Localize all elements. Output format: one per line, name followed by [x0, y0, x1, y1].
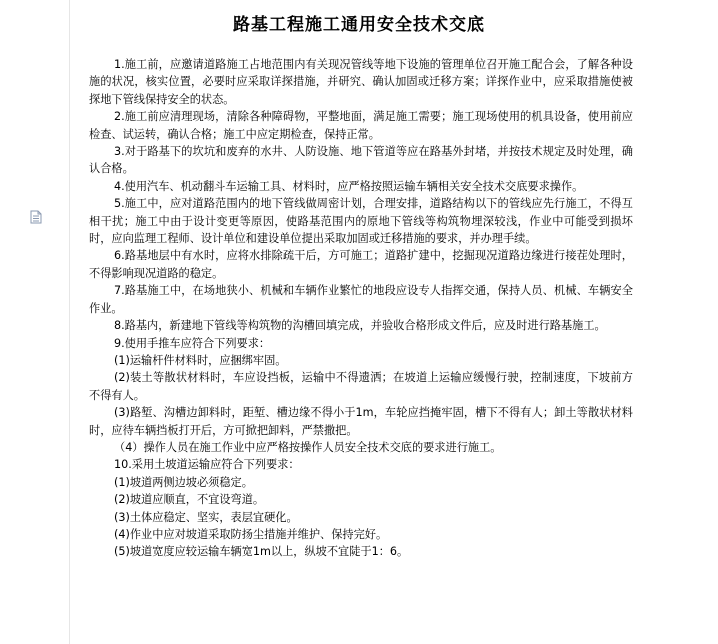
- paragraph-2: 2.施工前应清理现场，清除各种障碍物，平整地面，满足施工需要；施工现场使用的机具设备，使用前应检查、试运转，确认合格；施工中应定期检查，保持正常。: [89, 110, 633, 141]
- list-item-10-2: (2)坡道应顺直，不宜设弯道。: [114, 493, 265, 507]
- paragraph-4: 4.使用汽车、机动翻斗车运输工具、材料时，应严格按照运输车辆相关安全技术交底要求操作。: [114, 179, 584, 193]
- paragraph-1: 1.施工前，应邀请道路施工占地范围内有关现况管线等地下设施的管理单位召开施工配合会，了解各种设施的状况，核实位置，必要时应采取详探措施，并研究、确认加固或迁移方案；详探作业中，应采取措施使被探地下管线保持安全的状态。: [89, 58, 633, 106]
- paragraph-5: 5.施工中，应对道路范围内的地下管线做周密计划，合理安排，道路结构以下的管线应先行施工，不得互相干扰；施工中由于设计变更等原因，使路基范围内的原地下管线等构筑物埋深较浅，作业中可能受到损坏时，应向监理工程师、设计单位和建设单位提出采取加固或迁移措施的要求，并办理手续。: [89, 197, 633, 246]
- paragraph-3: 3.对于路基下的坎坑和废弃的水井、人防设施、地下管道等应在路基外封堵，并按技术规定及时处理，确认合格。: [89, 145, 633, 176]
- paragraph-9: 9.使用手推车应符合下列要求：: [114, 336, 271, 350]
- list-item-10-4: (4)作业中应对坡道采取防扬尘措施并维护、保持完好。: [114, 527, 388, 541]
- paragraph-10: 10.采用土坡道运输应符合下列要求：: [114, 458, 300, 472]
- document-body: [89, 56, 633, 561]
- list-item-9-2: (2)装土等散状材料时，车应设挡板，运输中不得遗洒；在坡道上运输应缓慢行驶，控制速度，下坡前方不得有人。: [89, 371, 633, 402]
- list-item-10-3: (3)土体应稳定、坚实，表层宜硬化。: [114, 510, 298, 524]
- paragraph-6: 6.路基地层中有水时，应将水排除疏干后，方可施工；道路扩建中，挖掘现况道路边缘进行接茬处理时，不得影响现况道路的稳定。: [89, 249, 633, 280]
- list-item-10-5: (5)坡道宽度应较运输车辆宽1m以上，纵坡不宜陡于1：6。: [114, 545, 409, 559]
- document-title: 路基工程施工通用安全技术交底: [233, 15, 485, 35]
- list-item-10-1: (1)坡道两侧边坡必须稳定。: [114, 475, 253, 489]
- list-item-9-1: (1)运输杆件材料时，应捆绑牢固。: [114, 353, 287, 367]
- paragraph-7: 7.路基施工中，在场地狭小、机械和车辆作业繁忙的地段应设专人指挥交通，保持人员、机械、车辆安全作业。: [89, 284, 633, 315]
- list-item-9-4: （4）操作人员在施工作业中应严格按操作人员安全技术交底的要求进行施工。: [114, 440, 502, 454]
- paragraph-8: 8.路基内，新建地下管线等构筑物的沟槽回填完成，并验收合格形成文件后，应及时进行路基施工。: [114, 319, 606, 333]
- page-left-border: [69, 0, 70, 644]
- document-page-icon[interactable]: [30, 209, 42, 223]
- list-item-9-3: (3)路堑、沟槽边卸料时，距堑、槽边缘不得小于1m，车轮应挡掩牢固，槽下不得有人；卸土等散状材料时，应待车辆挡板打开后，方可掀把卸料，严禁撒把。: [89, 406, 633, 437]
